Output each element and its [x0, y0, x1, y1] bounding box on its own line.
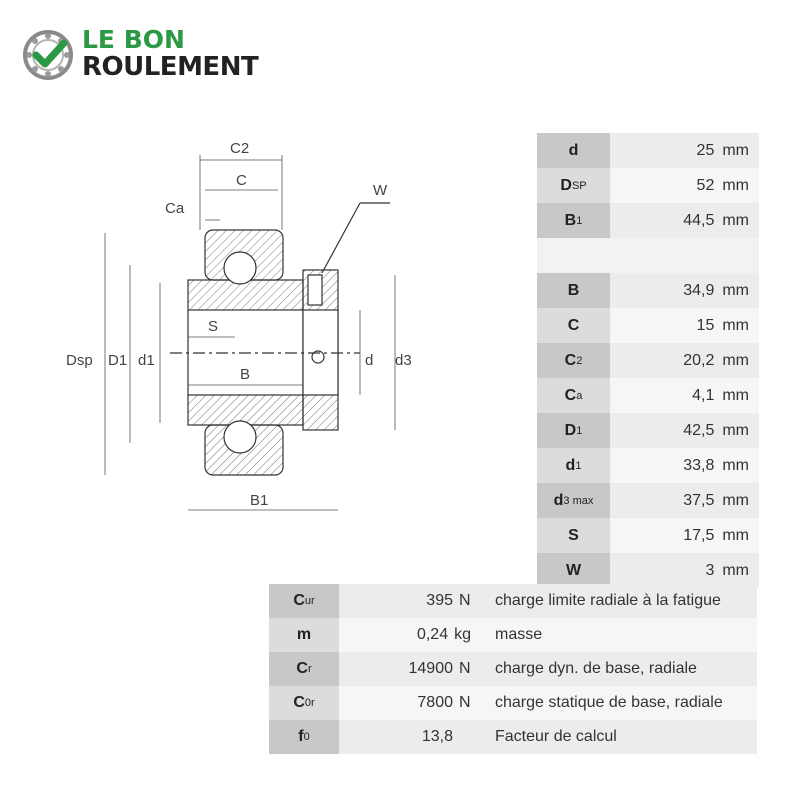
- loads-table: [269, 584, 757, 754]
- load-row: [269, 652, 757, 686]
- load-row: [269, 720, 757, 754]
- dim-value: 37,5 mm: [610, 483, 759, 518]
- dim-key: W: [537, 553, 610, 588]
- dim-key: B 1: [537, 203, 610, 238]
- dim-value: 20,2 mm: [610, 343, 759, 378]
- bearing-check-icon: [22, 29, 74, 81]
- load-key: C 0r: [269, 686, 339, 720]
- load-key: f 0: [269, 720, 339, 754]
- dim-value: 52 mm: [610, 168, 759, 203]
- dim-value: 42,5 mm: [610, 413, 759, 448]
- load-value: 0,24 kg: [339, 618, 479, 652]
- dim-value: 4,1 mm: [610, 378, 759, 413]
- logo-text-line1: LE BON: [82, 25, 185, 54]
- dim-row: [537, 378, 759, 413]
- dim-key: d 3 max: [537, 483, 610, 518]
- dim-row: [537, 413, 759, 448]
- label-d1-inner: d1: [138, 352, 155, 369]
- load-row: [269, 686, 757, 720]
- dim-row: [537, 308, 759, 343]
- load-description: charge limite radiale à la fatigue: [479, 584, 757, 618]
- load-description: masse: [479, 618, 757, 652]
- dim-value: 17,5 mm: [610, 518, 759, 553]
- label-d1-outer: D1: [108, 352, 128, 369]
- load-value: 13,8: [339, 720, 479, 754]
- dim-key: D SP: [537, 168, 610, 203]
- dim-key: S: [537, 518, 610, 553]
- dim-value: 44,5 mm: [610, 203, 759, 238]
- load-description: charge statique de base, radiale: [479, 686, 757, 720]
- dim-value: 34,9 mm: [610, 273, 759, 308]
- load-value: 7800 N: [339, 686, 479, 720]
- load-value: 395 N: [339, 584, 479, 618]
- load-row: [269, 618, 757, 652]
- dim-key: B: [537, 273, 610, 308]
- label-ca: Ca: [165, 200, 185, 217]
- dim-row: [537, 448, 759, 483]
- brand-logo[interactable]: [22, 26, 312, 86]
- label-s: S: [208, 318, 219, 335]
- load-key: C ur: [269, 584, 339, 618]
- table-gap: [537, 238, 759, 273]
- load-description: charge dyn. de base, radiale: [479, 652, 757, 686]
- dim-row: [537, 343, 759, 378]
- dim-row: [537, 168, 759, 203]
- dim-row: [537, 518, 759, 553]
- logo-text-line2: ROULEMENT: [82, 52, 259, 82]
- label-d3: d3: [395, 352, 412, 369]
- label-c: C: [236, 172, 247, 189]
- dim-value: 3 mm: [610, 553, 759, 588]
- dim-row: [537, 483, 759, 518]
- load-row: [269, 584, 757, 618]
- dim-row: [537, 553, 759, 588]
- load-value: 14900 N: [339, 652, 479, 686]
- label-w: W: [373, 182, 388, 199]
- dim-row: [537, 203, 759, 238]
- dim-key: D 1: [537, 413, 610, 448]
- dim-key: d 1: [537, 448, 610, 483]
- dim-row: [537, 133, 759, 168]
- label-b1: B1: [250, 492, 269, 509]
- label-c2: C2: [230, 140, 250, 157]
- dimensions-table: [537, 133, 759, 588]
- dim-row: [537, 273, 759, 308]
- load-description: Facteur de calcul: [479, 720, 757, 754]
- load-key: C r: [269, 652, 339, 686]
- dim-key: C a: [537, 378, 610, 413]
- dim-key: C: [537, 308, 610, 343]
- load-key: m: [269, 618, 339, 652]
- label-d: d: [365, 352, 374, 369]
- dim-value: 25 mm: [610, 133, 759, 168]
- dim-value: 33,8 mm: [610, 448, 759, 483]
- label-b: B: [240, 366, 251, 383]
- dim-value: 15 mm: [610, 308, 759, 343]
- dim-key: d: [537, 133, 610, 168]
- bearing-section-drawing: [60, 125, 430, 525]
- label-dsp: Dsp: [66, 352, 93, 369]
- dim-key: C 2: [537, 343, 610, 378]
